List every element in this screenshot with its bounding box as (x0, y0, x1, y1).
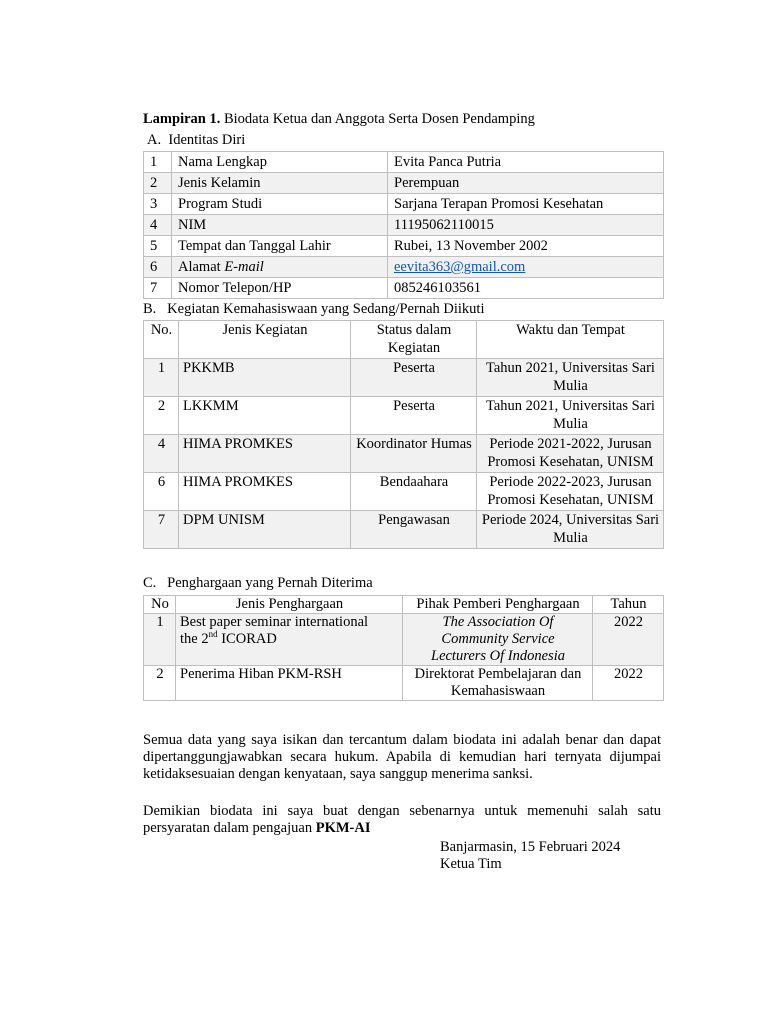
closing-paragraph (143, 803, 661, 837)
row-pihak (403, 614, 593, 666)
table-row (144, 194, 664, 215)
row-waktu: Tahun 2021, Universitas Sari Mulia (477, 397, 664, 435)
header-waktu: Waktu dan Tempat (477, 321, 664, 359)
section-b-title (143, 301, 484, 318)
row-number: 4 (144, 215, 172, 236)
row-value (388, 257, 664, 278)
row-value: Evita Panca Putria (388, 152, 664, 173)
pihak-line-3: Lecturers Of Indonesia (431, 648, 565, 664)
pihak-line-2: Community Service (441, 631, 555, 647)
row-value: Sarjana Terapan Promosi Kesehatan (388, 194, 664, 215)
header-pihak: Pihak Pemberi Penghargaan (403, 596, 593, 614)
row-label: Nomor Telepon/HP (172, 278, 388, 299)
header-no: No. (144, 321, 179, 359)
header-no: No (144, 596, 176, 614)
statement-line-3: ketidaksesuaian dengan kenyataan, saya sanggup menerima sanksi. (143, 766, 533, 782)
closing-line-1: Demikian biodata ini saya buat dengan sebenarnya untuk memenuhi salah satu (143, 803, 661, 819)
table-row (144, 473, 664, 511)
pihak-line-2: Kemahasiswaan (450, 683, 546, 699)
table-row (144, 215, 664, 236)
row-jenis: Penerima Hiban PKM-RSH (176, 666, 403, 701)
email-label-italic: E-mail (224, 259, 264, 275)
row-kegiatan: LKKMM (179, 397, 351, 435)
jenis-line-2-suffix: ICORAD (217, 631, 277, 647)
table-row (144, 666, 664, 701)
jenis-line-2-prefix: the 2 (180, 631, 209, 647)
statement-line-1: Semua data yang saya isikan dan tercantum dalam biodata ini adalah benar dan dapat (143, 732, 661, 748)
section-c-title (143, 575, 373, 592)
row-kegiatan: PKKMB (179, 359, 351, 397)
row-label: Program Studi (172, 194, 388, 215)
row-status: Koordinator Humas (351, 435, 477, 473)
jenis-line-1: Best paper seminar international (180, 614, 369, 630)
row-label: Jenis Kelamin (172, 173, 388, 194)
row-number: 1 (144, 359, 179, 397)
header-tahun: Tahun (593, 596, 664, 614)
signature-place-date: Banjarmasin, 15 Februari 2024 (440, 839, 621, 855)
row-status: Bendaahara (351, 473, 477, 511)
statement-paragraph (143, 732, 661, 783)
row-number: 2 (144, 173, 172, 194)
heading-bold: Lampiran 1. (143, 111, 221, 127)
row-status: Pengawasan (351, 511, 477, 549)
closing-line-2-bold: PKM-AI (315, 820, 371, 836)
header-kegiatan: Jenis Kegiatan (179, 321, 351, 359)
row-value: 085246103561 (388, 278, 664, 299)
row-waktu: Periode 2022-2023, Jurusan Promosi Kesehatan, UNISM (477, 473, 664, 511)
table-row (144, 236, 664, 257)
table-row (144, 152, 664, 173)
section-a-label: Identitas Diri (168, 132, 246, 148)
row-number: 4 (144, 435, 179, 473)
table-row (144, 257, 664, 278)
row-label: Tempat dan Tanggal Lahir (172, 236, 388, 257)
section-b-label: Kegiatan Kemahasiswaan yang Sedang/Pernah Diikuti (167, 301, 485, 317)
row-status: Peserta (351, 397, 477, 435)
row-number: 2 (144, 397, 179, 435)
closing-line-2-prefix: persyaratan dalam pengajuan (143, 820, 316, 836)
table-header-row (144, 596, 664, 614)
header-status: Status dalam Kegiatan (351, 321, 477, 359)
row-value: 11195062110015 (388, 215, 664, 236)
row-waktu: Periode 2021-2022, Jurusan Promosi Kesehatan, UNISM (477, 435, 664, 473)
email-link[interactable]: eevita363@gmail.com (394, 259, 526, 275)
row-number: 1 (144, 152, 172, 173)
row-number: 3 (144, 194, 172, 215)
row-number: 6 (144, 257, 172, 278)
row-tahun: 2022 (593, 666, 664, 701)
table-row (144, 359, 664, 397)
email-label-prefix: Alamat (178, 259, 225, 275)
row-kegiatan: DPM UNISM (179, 511, 351, 549)
table-row (144, 173, 664, 194)
table-row (144, 278, 664, 299)
table-row (144, 511, 664, 549)
row-number: 7 (144, 278, 172, 299)
row-waktu: Periode 2024, Universitas Sari Mulia (477, 511, 664, 549)
document-heading (143, 111, 535, 128)
row-kegiatan: HIMA PROMKES (179, 435, 351, 473)
row-label: Nama Lengkap (172, 152, 388, 173)
header-jenis: Jenis Penghargaan (176, 596, 403, 614)
statement-line-2: dipertanggungjawabkan secara hukum. Apabila di kemudian hari ternyata dijumpai (143, 749, 661, 765)
pihak-line-1: Direktorat Pembelajaran dan (414, 666, 582, 682)
section-a-title (147, 132, 245, 149)
section-a-letter: A. (147, 132, 162, 148)
table-row (144, 435, 664, 473)
row-tahun: 2022 (593, 614, 664, 666)
table-header-row (144, 321, 664, 359)
row-number: 5 (144, 236, 172, 257)
signature-block (440, 839, 620, 873)
table-row (144, 397, 664, 435)
row-number: 1 (144, 614, 176, 666)
row-jenis (176, 614, 403, 666)
row-number: 2 (144, 666, 176, 701)
heading-rest: Biodata Ketua dan Anggota Serta Dosen Pendamping (220, 111, 535, 127)
row-label: NIM (172, 215, 388, 236)
signature-role: Ketua Tim (440, 856, 502, 872)
row-number: 7 (144, 511, 179, 549)
awards-table (143, 595, 664, 701)
table-row (144, 614, 664, 666)
closing-line-2 (143, 820, 661, 837)
activities-table (143, 320, 664, 549)
row-number: 6 (144, 473, 179, 511)
jenis-superscript: nd (208, 629, 218, 640)
section-c-letter: C. (143, 575, 157, 591)
row-kegiatan: HIMA PROMKES (179, 473, 351, 511)
row-waktu: Tahun 2021, Universitas Sari Mulia (477, 359, 664, 397)
pihak-line-1: The Association Of (442, 614, 554, 630)
row-value: Rubei, 13 November 2002 (388, 236, 664, 257)
row-value: Perempuan (388, 173, 664, 194)
row-label (172, 257, 388, 278)
section-c-label: Penghargaan yang Pernah Diterima (167, 575, 373, 591)
row-status: Peserta (351, 359, 477, 397)
section-b-letter: B. (143, 301, 157, 317)
identity-table (143, 151, 664, 299)
row-pihak (403, 666, 593, 701)
